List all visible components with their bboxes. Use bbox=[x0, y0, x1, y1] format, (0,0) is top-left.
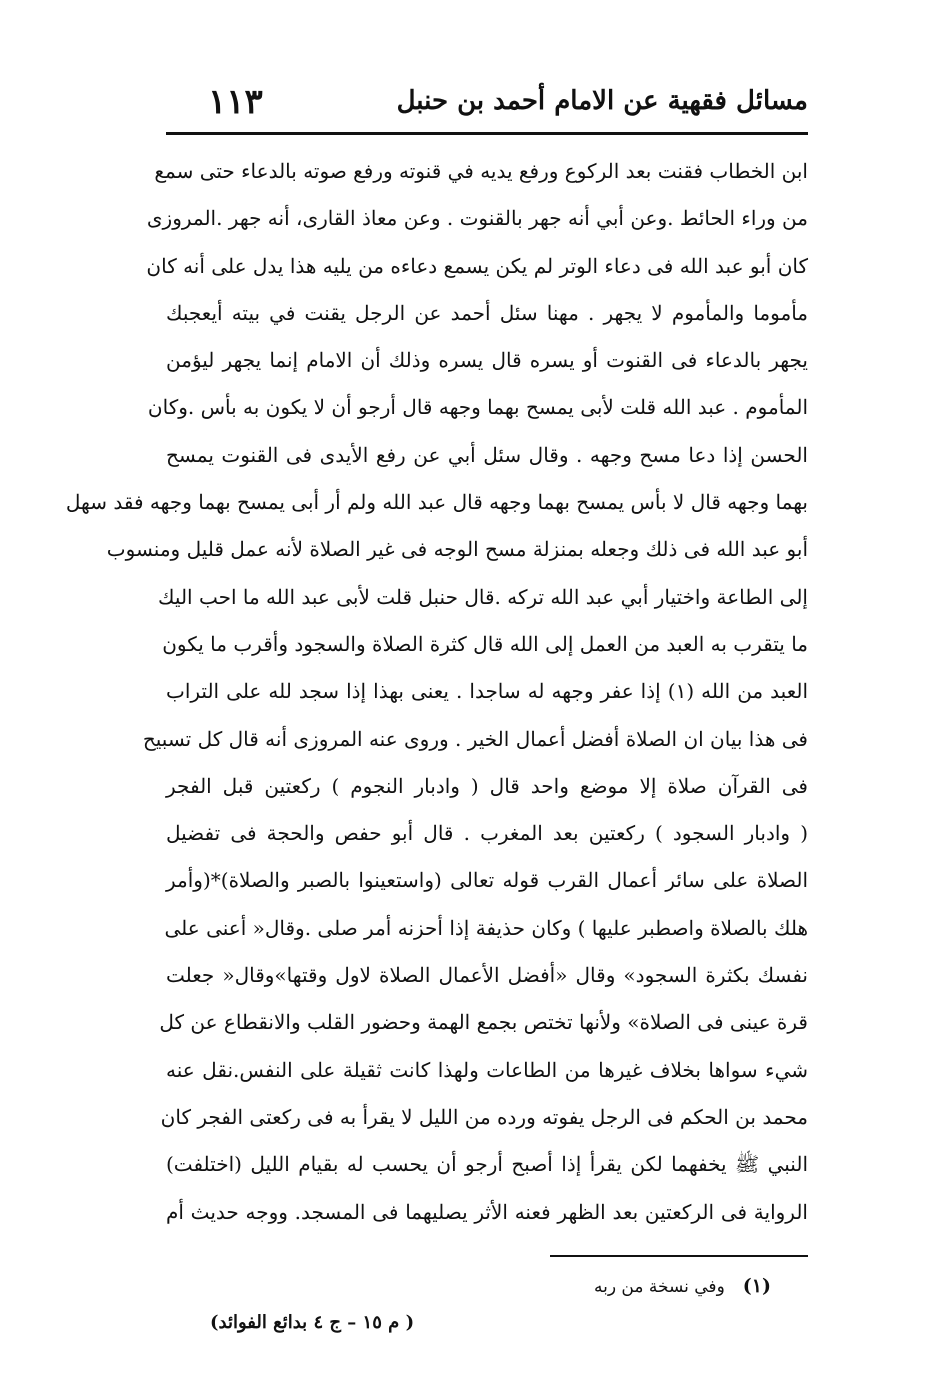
footnote-marker: (١) bbox=[742, 1275, 771, 1297]
text-line: قرة عينى فى الصلاة» ولأنها تختص بجمع الهمة وحضور القلب والانقطاع عن كل bbox=[159, 1010, 808, 1035]
text-line: الحسن إذا دعا مسح وجهه . وقال سئل أبي عن رفع الأيدى فى القنوت يمسح bbox=[166, 442, 808, 467]
text-line: أبو عبد الله فى ذلك وجعله بمنزلة مسح الوجه فى غير الصلاة لأنه عمل قليل ومنسوب bbox=[106, 537, 808, 562]
text-line: المأموم . عبد الله قلت لأبى يمسح بهما وجهه قال أرجو أن لا يكون به بأس .وكان bbox=[147, 395, 808, 420]
text-line: هلك بالصلاة واصطبر عليها ) وكان حذيفة إذا أحزنه أمر صلى .وقال« أعنى على bbox=[164, 915, 808, 940]
main-text bbox=[65, 148, 808, 1236]
text-line: بهما وجهه قال لا بأس يمسح بهما وجهه قال عبد الله ولم أر أبى يمسح بهما وجهه فقد سهل bbox=[65, 490, 808, 515]
text-line: محمد بن الحكم فى الرجل يفوته ورده من الليل لا يقرأ به فى ركعتى الفجر كان bbox=[160, 1104, 808, 1129]
page-header bbox=[168, 82, 808, 130]
text-line: إلى الطاعة واختيار أبي عبد الله تركه .قال حنبل قلت لأبى عبد الله ما احب اليك bbox=[158, 584, 808, 609]
header-divider bbox=[166, 132, 808, 135]
text-line: العبد من الله (١) إذا عفر وجهه له ساجدا . يعنى بهذا إذا سجد لله على التراب bbox=[166, 679, 808, 704]
text-line: الصلاة على سائر أعمال القرب قوله تعالى (واستعينوا بالصبر والصلاة)*(وأمر bbox=[166, 868, 808, 893]
text-line: نفسك بكثرة السجود» وقال «أفضل الأعمال الصلاة لاول وقتها»وقال« جعلت bbox=[166, 963, 808, 988]
printer-signature: ( م ١٥ – ج ٤ بدائع الفوائد) bbox=[210, 1312, 415, 1333]
text-line: ( وادبار السجود ) ركعتين بعد المغرب . قال أبو حفص والحجة فى تفضيل bbox=[166, 821, 808, 846]
text-line: مأموما والمأموم لا يجهر . مهنا سئل أحمد عن الرجل يقنت في بيته أيعجبك bbox=[166, 300, 808, 325]
text-line: كان أبو عبد الله فى دعاء الوتر لم يكن يسمع دعاءه من يليه هذا يدل على أنه كان bbox=[146, 253, 808, 278]
running-title: مسائل فقهية عن الامام أحمد بن حنبل bbox=[396, 86, 808, 116]
text-line: يجهر بالدعاء فى القنوت أو يسره قال يسره وذلك أن الامام إنما يجهر ليؤمن bbox=[166, 348, 808, 373]
text-line: من وراء الحائط .وعن أبي أنه جهر بالقنوت . وعن معاذ القارى، أنه جهر .المروزى bbox=[146, 206, 808, 231]
text-line: شيء سواها بخلاف غيرها من الطاعات ولهذا كانت ثقيلة على النفس.نقل عنه bbox=[166, 1057, 808, 1082]
text-line: فى القرآن صلاة إلا موضع واحد قال ( وادبار النجوم ) ركعتين قبل الفجر bbox=[166, 773, 808, 798]
footnote bbox=[594, 1275, 771, 1297]
text-line: الرواية فى الركعتين بعد الظهر فعنه الأثر يصليهما فى المسجد. ووجه حديث أم bbox=[166, 1199, 808, 1224]
text-line: ما يتقرب به العبد من العمل إلى الله قال كثرة الصلاة والسجود وأقرب ما يكون bbox=[162, 631, 808, 656]
footnote-divider bbox=[550, 1255, 808, 1257]
text-line: ابن الخطاب فقنت بعد الركوع ورفع يديه في قنوته ورفع صوته بالدعاء حتى سمع bbox=[154, 159, 808, 183]
page-number: ١١٣ bbox=[208, 82, 263, 122]
footnote-text: وفي نسخة من ربه bbox=[593, 1277, 725, 1297]
text-line: فى هذا بيان ان الصلاة أفضل أعمال الخير . وروى عنه المروزى أنه قال كل تسبيح bbox=[142, 726, 808, 751]
text-line: النبي ﷺ يخفهما لكن يقرأ إذا أصبح أرجو أن يحسب له بقيام الليل (اختلفت) bbox=[166, 1152, 808, 1177]
